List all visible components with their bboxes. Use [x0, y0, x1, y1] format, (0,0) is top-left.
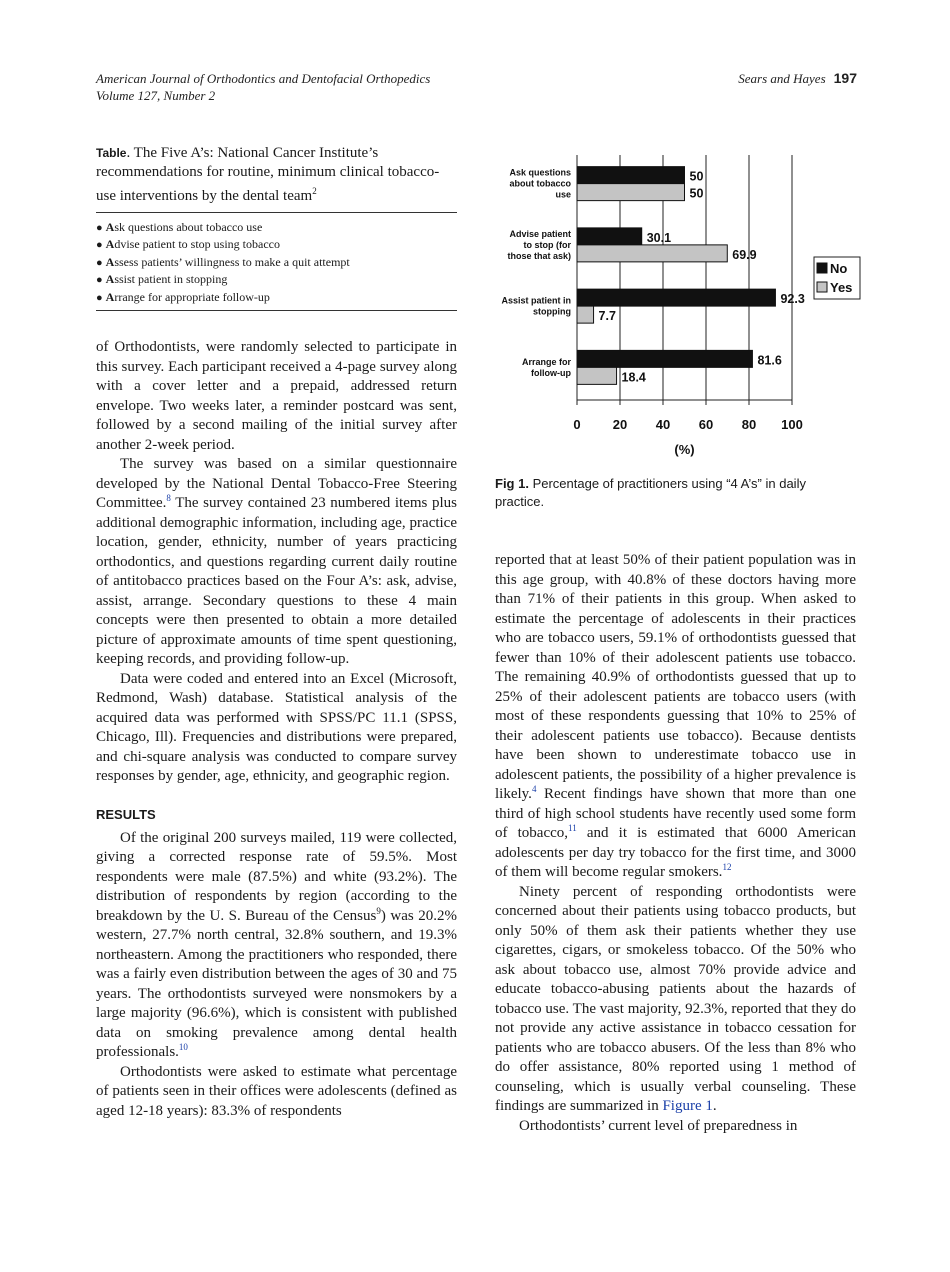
- category-label: follow-up: [531, 367, 571, 378]
- legend-label-no: No: [830, 261, 848, 276]
- bar-value-label: 7.7: [598, 309, 616, 324]
- citation-link[interactable]: 4: [531, 784, 537, 794]
- legend-swatch-yes: [817, 282, 827, 292]
- table-list: [96, 219, 457, 306]
- category-label: Ask questions: [509, 167, 571, 178]
- bullet-icon: ●: [96, 291, 103, 304]
- table-label: Table: [96, 146, 127, 160]
- right-column: [495, 551, 856, 1136]
- bar-no: [577, 167, 685, 184]
- table-caption-ref: 2: [312, 186, 317, 196]
- body-paragraph: Orthodontists’ current level of preparedness in: [519, 1117, 798, 1134]
- journal-volume: Volume 127, Number 2: [96, 88, 216, 103]
- bar-value-label: 81.6: [757, 353, 782, 368]
- table-list-item: ● Assess patients’ willingness to make a quit attempt: [96, 254, 350, 269]
- bar-value-label: 92.3: [780, 292, 805, 307]
- bar-yes: [577, 367, 617, 384]
- body-paragraph: Of the original 200 surveys mailed, 119 were collected, giving a corrected response rate of 59.5%. Most respondents were male (87.5%) and white (93.2%). The distribution of respondents by region (according to the breakdown by the U. S. Bureau of the Census$^9$) was 20.2% western, 27.7% north central, 32.8% southern, and 19.3% northeastern. Among the practitioners who responded, there was a fairly even distribution between the ages of 30 and 75 years. The orthodontists surveyed were nonsmokers by a large majority (96.6%), which is consistent with published data on smoking prevalence among dental health professionals.$^{10}$: [96, 829, 457, 1060]
- table-list-item: ● Assist patient in stopping: [96, 272, 228, 287]
- running-header-journal: [96, 70, 430, 104]
- category-label: to stop (for: [523, 239, 571, 250]
- citation-link[interactable]: 12: [722, 862, 732, 872]
- category-label: use: [555, 189, 571, 200]
- x-tick-label: 0: [573, 417, 581, 432]
- bullet-icon: ●: [96, 256, 103, 269]
- x-tick-label: 20: [612, 417, 628, 432]
- legend-swatch-no: [817, 263, 827, 273]
- citation-link[interactable]: 11: [568, 823, 577, 833]
- bar-value-label: 50: [689, 169, 704, 184]
- category-label: Arrange for: [521, 356, 571, 367]
- x-tick-label: 40: [655, 417, 671, 432]
- figure-1: [495, 150, 865, 462]
- table-top-rule: [96, 212, 457, 213]
- category-label: about tobacco: [509, 178, 571, 189]
- category-label: Advise patient: [509, 228, 571, 239]
- journal-title: American Journal of Orthodontics and Dentofacial Orthopedics: [96, 71, 431, 86]
- table-caption-text: . The Five A’s: National Cancer Institute’s recommendations for routine, minimum clinical tobacco-use interventions by the dental team: [96, 145, 440, 204]
- body-paragraph: reported that at least 50% of their patient population was in this age group, with 40.8% of these doctors having more than 71% of their patients in this group. When asked to estimate the percentage of adolescents in their practices who are tobacco users, 59.1% of orthodontists guessed that fewer than 10% of their adolescent patients use tobacco. The remaining 40.9% of orthodontists guessed that up to 25% of their adolescent patients are tobacco users (with most of these respondents guessing that 10% to 25% of their adolescent patients use tobacco). Because dentists have been shown to underestimate tobacco use in adolescent patients, the possibility of a higher prevalence is likely.$^4$ Recent findings have shown that more than one third of high school students have recently used some form of tobacco,$^{11}$ and it is estimated that 6000 American adolescents per day try tobacco for the first time, and 3000 of them will become regular smokers.$^{12}$: [495, 552, 856, 880]
- body-paragraph: of Orthodontists, were randomly selected to participate in this survey. Each participant received a 4-page survey along with a cover letter and a prepaid, addressed return envelope. Two weeks later, a reminder postcard was sent, followed by a second mailing of the initial survey after another 2-week period.: [96, 339, 457, 453]
- bullet-icon: ●: [96, 222, 103, 234]
- x-tick-label: 100: [781, 417, 803, 432]
- bullet-icon: ●: [96, 274, 103, 287]
- table-five-as: [96, 144, 457, 311]
- bar-no: [577, 228, 642, 245]
- bar-no: [577, 350, 752, 367]
- bar-value-label: 30.1: [646, 230, 672, 245]
- body-paragraph: Orthodontists were asked to estimate what percentage of patients seen in their offices were adolescents (defined as aged 12-18 years): 83.3% of respondents: [96, 1063, 457, 1119]
- figure-caption-text: Percentage of practitioners using “4 A’s” in daily practice.: [495, 476, 806, 509]
- table-list-item: ● Advise patient to stop using tobacco: [96, 237, 280, 252]
- category-label: stopping: [533, 306, 571, 317]
- category-label: Assist patient in: [501, 295, 571, 306]
- table-caption: [96, 144, 457, 206]
- footnote-ref: 9: [376, 905, 381, 916]
- body-paragraph: Ninety percent of responding orthodontists were concerned about their patients using tobacco products, but only 50% of them ask their patients whether they use cigarettes, cigars, or smokeless tobacco. Of the 50% who ask about tobacco use, almost 70% provide advice and educate tobacco-abusing patients about the hazards of tobacco use. The vast majority, 92.3%, reported that they do not provide any active assistance in tobacco cessation for patients who are tobacco abusers. Of the less than 8% who do offer assistance, 80% reported using 1 method of counseling, which is usually verbal counseling. These findings are summarized in Figure 1.: [495, 883, 856, 1114]
- bar-yes: [577, 306, 594, 323]
- bar-no: [577, 289, 775, 306]
- table-list-item: ● Arrange for appropriate follow-up: [96, 289, 270, 304]
- table-list-item: ● Ask questions about tobacco use: [96, 220, 263, 234]
- bar-value-label: 69.9: [732, 247, 757, 262]
- body-paragraph: The survey was based on a similar questionnaire developed by the National Dental Tobacco-Free Steering Committee.$^8$ The survey contained 23 numbered items plus additional demographic information, including age, practice location, gender, ethnicity, number of years practicing orthodontics, and questions regarding current daily routine of antitobacco practices based on the Four A’s: ask, advise, assist, arrange. Secondary questions to these 4 main concepts were then presented to obtain a more detailed picture of approximate amounts of time spent questioning, keeping records, and providing follow-up.: [96, 456, 457, 667]
- page-number: 197: [833, 70, 857, 86]
- x-axis-title: (%): [674, 442, 695, 457]
- x-tick-label: 60: [698, 417, 714, 432]
- running-header-right: [738, 70, 857, 87]
- category-label: those that ask): [507, 250, 571, 261]
- section-heading-results: RESULTS: [96, 806, 156, 822]
- citation-link[interactable]: 10: [178, 1042, 188, 1052]
- figure-caption: [495, 475, 857, 511]
- bar-yes: [577, 245, 727, 262]
- figure-label: Fig 1.: [495, 476, 529, 491]
- left-column: [96, 338, 457, 1121]
- legend-label-yes: Yes: [830, 280, 853, 295]
- figure-link[interactable]: Figure 1: [662, 1098, 713, 1114]
- running-authors: Sears and Hayes: [738, 71, 826, 86]
- bar-chart: [495, 150, 865, 462]
- bar-value-label: 18.4: [621, 370, 646, 385]
- body-paragraph: Data were coded and entered into an Excel (Microsoft, Redmond, Wash) database. Statistical analysis of the acquired data was performed with SPSS/PC 11.1 (SPSS, Chicago, Ill). Frequencies and distributions were prepared, and chi-square analysis was conducted to compare survey responses by gender, age, ethnicity, and geographic region.: [96, 670, 457, 784]
- table-bottom-rule: [96, 310, 457, 311]
- x-tick-label: 80: [741, 417, 757, 432]
- citation-link[interactable]: 8: [166, 493, 171, 503]
- bar-yes: [577, 184, 685, 201]
- bar-value-label: 50: [689, 186, 704, 201]
- bullet-icon: ●: [96, 239, 103, 252]
